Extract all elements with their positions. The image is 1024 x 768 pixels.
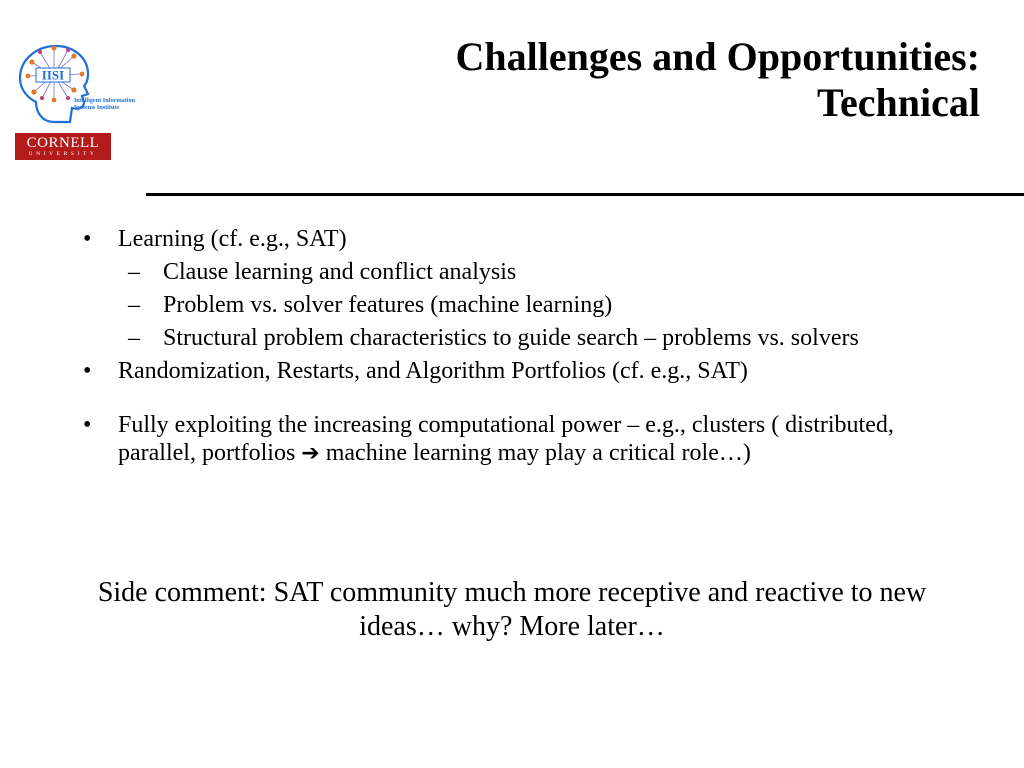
bullet-text: Learning (cf. e.g., SAT) bbox=[118, 226, 347, 252]
title-divider bbox=[146, 193, 1024, 196]
bullet-marker: • bbox=[83, 412, 92, 438]
bullet-marker: • bbox=[83, 226, 92, 252]
sub-bullet-features bbox=[80, 291, 940, 319]
iisi-name-line1: Intelligent Information bbox=[74, 97, 136, 104]
dash-marker: – bbox=[128, 325, 140, 351]
sub-bullet-structural bbox=[80, 324, 940, 352]
side-comment: Side comment: SAT community much more receptive and reactive to new ideas… why? More later… bbox=[97, 577, 927, 642]
dash-marker: – bbox=[128, 292, 140, 318]
iisi-acronym: IISI bbox=[41, 67, 65, 83]
bullet-randomization bbox=[80, 357, 940, 385]
bullet-text-part1: Fully exploiting the increasing computational power – e.g., clusters ( distributed, parallel, portfolios bbox=[118, 412, 894, 466]
slide-title bbox=[300, 34, 980, 126]
cornell-word: CORNELL bbox=[26, 135, 100, 151]
cornell-sub: UNIVERSITY bbox=[28, 151, 98, 157]
bullet-marker: • bbox=[83, 358, 92, 384]
bullet-learning bbox=[80, 225, 940, 253]
bullet-text: Randomization, Restarts, and Algorithm Portfolios (cf. e.g., SAT) bbox=[118, 358, 748, 384]
bullet-computational-power bbox=[80, 411, 940, 468]
dash-marker: – bbox=[128, 259, 140, 285]
slide-body bbox=[80, 225, 940, 468]
iisi-name-line2: Systems Institute bbox=[74, 104, 120, 111]
title-line-2: Technical bbox=[817, 80, 980, 125]
sub-bullet-clause-learning bbox=[80, 258, 940, 286]
iisi-logo bbox=[14, 42, 136, 126]
sub-bullet-text: Clause learning and conflict analysis bbox=[163, 259, 517, 285]
cornell-logo bbox=[15, 133, 111, 160]
sub-bullet-text: Problem vs. solver features (machine learning) bbox=[163, 292, 613, 318]
bullet-text-part2: machine learning may play a critical role…) bbox=[325, 440, 751, 466]
title-line-1: Challenges and Opportunities: bbox=[455, 34, 980, 79]
sub-bullet-text: Structural problem characteristics to guide search – problems vs. solvers bbox=[163, 325, 859, 351]
right-arrow-icon: ➔ bbox=[301, 441, 320, 466]
